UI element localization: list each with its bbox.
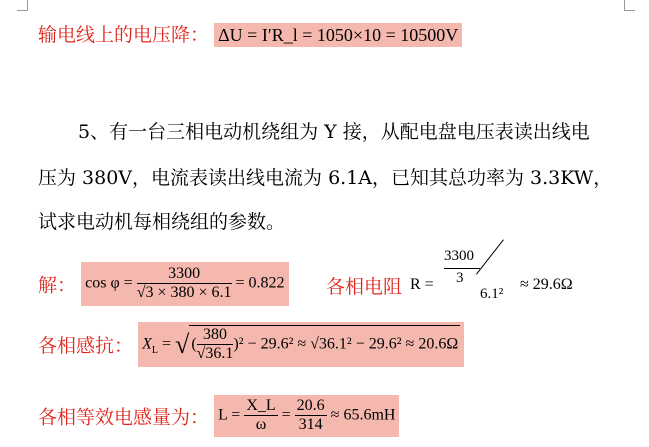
reactance-subscript: L <box>151 344 158 356</box>
reactance-equals: = <box>162 335 172 353</box>
page-corner-mark-left <box>17 0 28 11</box>
inductance-result: ≈ 65.6mH <box>330 406 396 424</box>
resistance-label: 各相电阻 <box>326 276 403 298</box>
reactance-tail: )² − 29.6² ≈ √36.1² − 29.6² ≈ 20.6Ω <box>233 335 459 353</box>
resistance-line <box>326 246 606 306</box>
voltage-drop-label: 输电线上的电压降： <box>38 24 210 46</box>
inductance-line <box>38 395 399 437</box>
reactance-root-sign: √ <box>175 329 190 359</box>
problem-line-3: 试求电动机每相绕组的参数。 <box>38 211 286 233</box>
power-factor-result: = 0.822 <box>235 274 285 292</box>
page-corner-mark-right <box>624 0 635 11</box>
reactance-formula <box>138 322 464 367</box>
reactance-fraction-denominator: √36.1 <box>196 345 234 363</box>
inductance-fraction-2-denominator: 314 <box>298 416 323 434</box>
voltage-drop-line <box>38 20 462 47</box>
reactance-symbol: X <box>142 335 152 353</box>
power-factor-lhs: cos φ = <box>85 274 133 292</box>
reactance-fraction <box>197 326 234 364</box>
reactance-line <box>38 322 464 367</box>
resistance-numerator-top: 3300 <box>444 248 474 264</box>
problem-line-2: 压为 380V，电流表读出线电流为 6.1A，已知其总功率为 3.3KW， <box>38 167 613 189</box>
inductance-fraction-1-denominator: ω <box>255 416 267 434</box>
inductance-fraction-2 <box>295 397 327 435</box>
resistance-inner-fraction-bar <box>444 268 480 269</box>
inductance-formula <box>214 395 399 437</box>
reactance-outer-root: ( $\frac{380}{√36.1}$ )² − 29.6² ≈ √36.1² − 29.6² ≈ 20.6Ω <box>191 326 459 363</box>
resistance-denominator: 6.1² <box>480 286 504 302</box>
solution-line <box>38 262 289 306</box>
power-factor-denominator: √3 × 380 × 6.1 <box>136 284 232 302</box>
voltage-drop-formula: ΔU = I′R_l = 1050×10 = 10500V <box>214 23 462 47</box>
inductance-fraction-1 <box>244 397 277 435</box>
power-factor-fraction <box>137 265 232 303</box>
resistance-lhs: R = <box>410 276 434 293</box>
reactance-label: 各相感抗： <box>38 334 134 357</box>
solution-label: 解： <box>38 274 77 297</box>
inductance-fraction-2-numerator: 20.6 <box>295 397 327 416</box>
problem-line-1: 5、有一台三相电动机绕组为 Y 接，从配电盘电压表读出线电 <box>78 121 590 143</box>
inductance-lhs: L = <box>218 406 241 424</box>
resistance-result: ≈ 29.6Ω <box>520 276 573 293</box>
inductance-equals: = <box>281 406 291 424</box>
resistance-slash <box>476 239 504 274</box>
inductance-fraction-1-numerator: X_L <box>244 397 277 416</box>
resistance-numerator-bottom: 3 <box>456 270 464 286</box>
inductance-label: 各相等效电感量为： <box>38 406 210 429</box>
power-factor-formula <box>81 262 288 306</box>
power-factor-numerator: 3300 <box>137 265 232 284</box>
reactance-fraction-numerator: 380 <box>197 326 234 345</box>
